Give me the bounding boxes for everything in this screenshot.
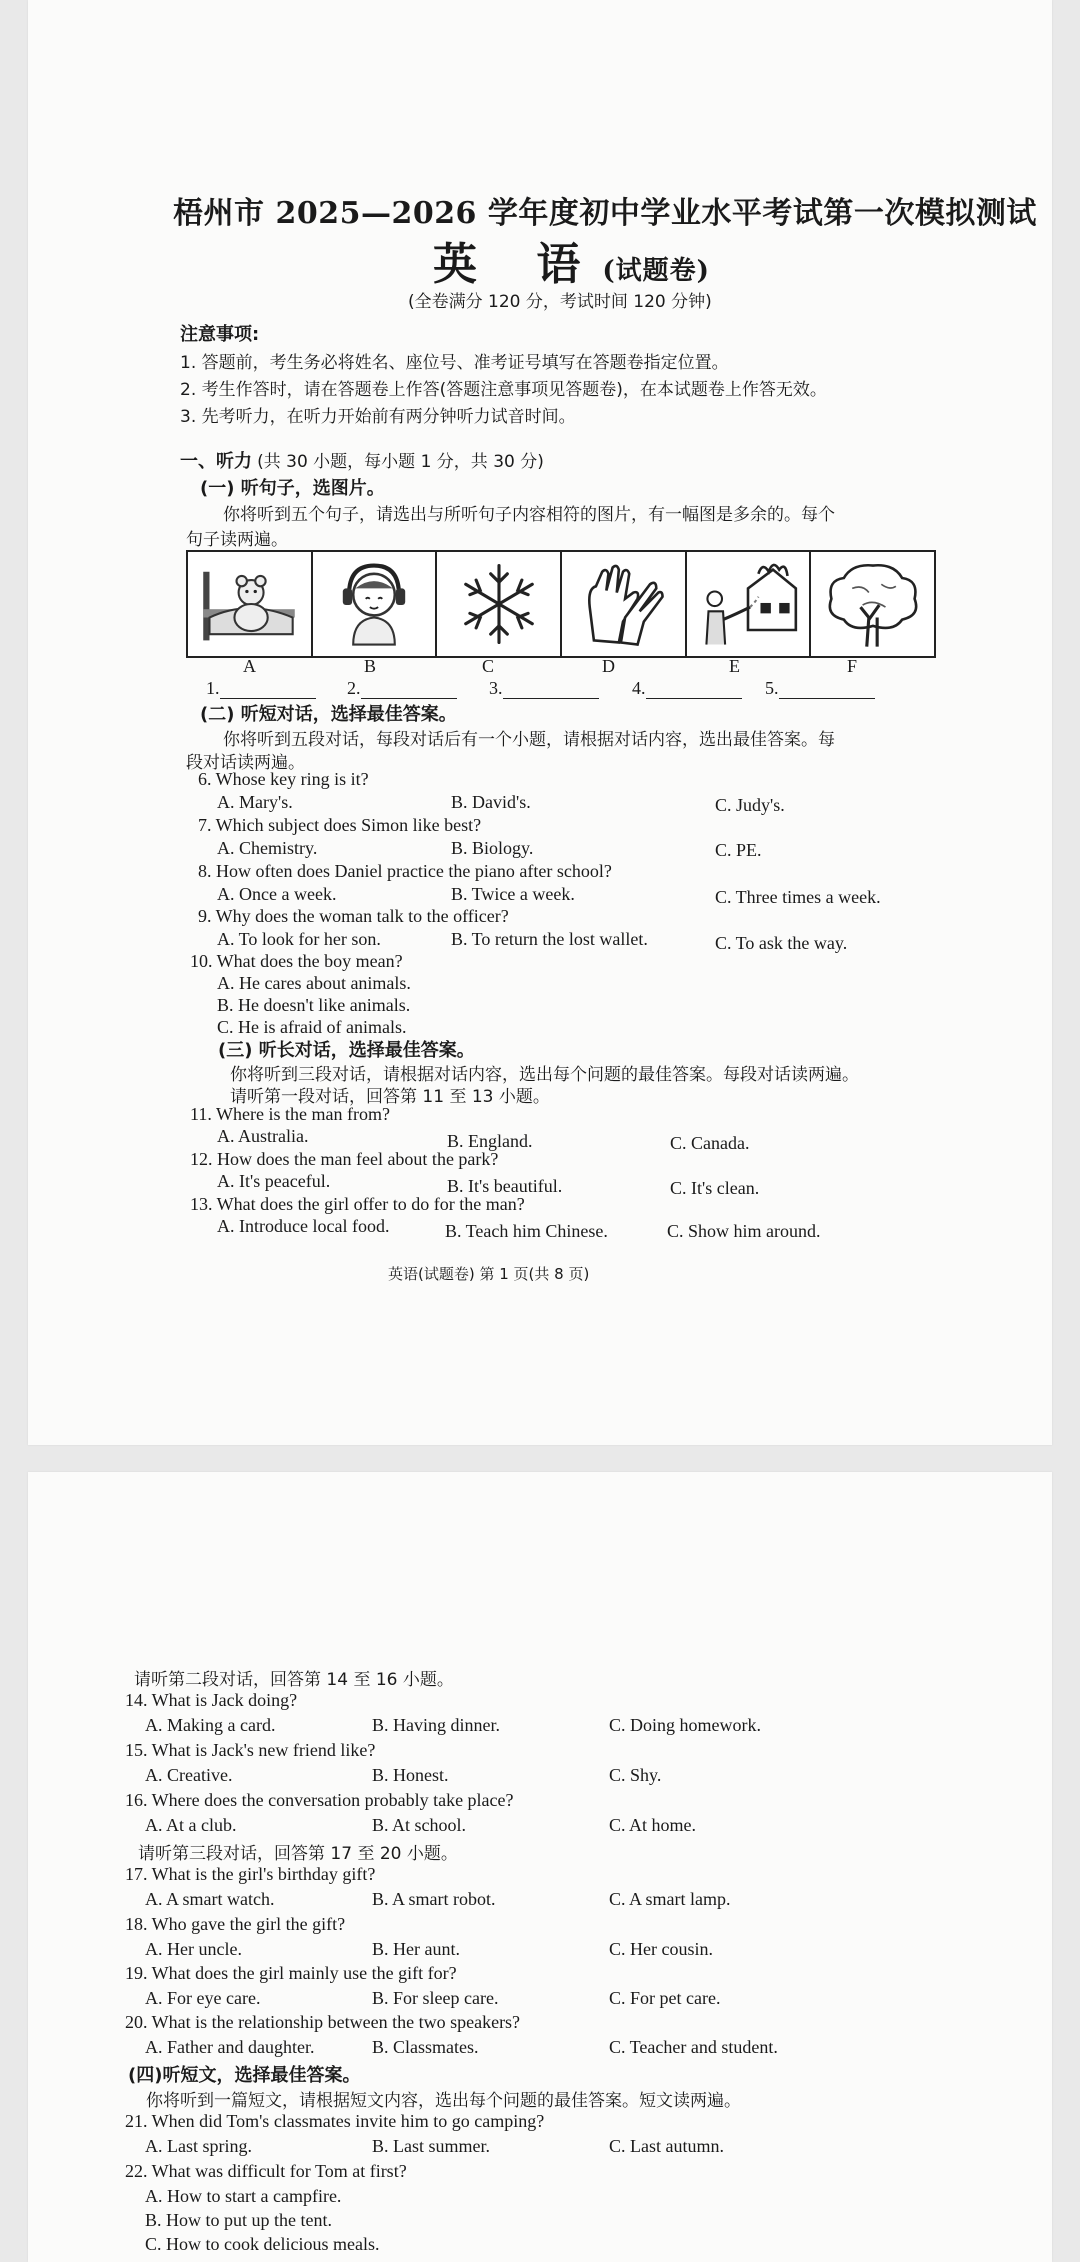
answer-blank-2[interactable]: 2. [347, 678, 457, 699]
q16-option-b[interactable]: B. At school. [372, 1815, 467, 1835]
tree-icon [821, 556, 925, 652]
q21-option-c[interactable]: C. Last autumn. [609, 2136, 724, 2156]
snowflake-icon [447, 556, 551, 652]
q21-option-b[interactable]: B. Last summer. [372, 2136, 490, 2156]
q22-option-a[interactable]: A. How to start a campfire. [145, 2186, 342, 2206]
picture-label-c: C [482, 656, 495, 676]
q7-option-b[interactable]: B. Biology. [451, 838, 534, 858]
q6-option-b[interactable]: B. David's. [451, 792, 531, 812]
q7-option-c[interactable]: C. PE. [715, 840, 762, 860]
answer-blank-1[interactable]: 1. [206, 678, 316, 699]
q13-option-c[interactable]: C. Show him around. [667, 1221, 821, 1241]
q17-option-a[interactable]: A. A smart watch. [145, 1889, 275, 1909]
q16-option-a[interactable]: A. At a club. [145, 1815, 237, 1835]
subject-name: 英 语 [433, 239, 603, 290]
q7-option-a[interactable]: A. Chemistry. [217, 838, 318, 858]
q11-option-b[interactable]: B. England. [447, 1131, 533, 1151]
question-15: 15. What is Jack's new friend like? [125, 1740, 376, 1760]
section1-heading [180, 447, 544, 473]
question-12: 12. How does the man feel about the park? [190, 1149, 499, 1169]
question-13: 13. What does the girl offer to do for the man? [190, 1194, 525, 1214]
q22-option-b[interactable]: B. How to put up the tent. [145, 2210, 332, 2230]
q9-option-c[interactable]: C. To ask the way. [715, 933, 848, 953]
gloves-icon [571, 556, 675, 652]
question-7: 7. Which subject does Simon like best? [198, 815, 482, 835]
q10-option-b[interactable]: B. He doesn't like animals. [217, 995, 411, 1015]
firefighter-house-fire-icon [696, 556, 800, 652]
question-20: 20. What is the relationship between the two speakers? [125, 2012, 521, 2032]
exam-page-2 [28, 1472, 1052, 2262]
question-19: 19. What does the girl mainly use the gift for? [125, 1963, 457, 1983]
picture-label-e: E [729, 656, 740, 676]
part2-heading: (二) 听短对话，选择最佳答案。 [200, 704, 457, 725]
q12-option-c[interactable]: C. It's clean. [670, 1178, 760, 1198]
question-22: 22. What was difficult for Tom at first? [125, 2161, 407, 2181]
q14-option-b[interactable]: B. Having dinner. [372, 1715, 500, 1735]
picture-label-d: D [602, 656, 615, 676]
part4-instruction: 你将听到一篇短文，请根据短文内容，选出每个问题的最佳答案。短文读两遍。 [146, 2091, 741, 2111]
exam-page-1 [28, 0, 1052, 1445]
answer-blank-5[interactable]: 5. [765, 678, 875, 699]
q10-option-c[interactable]: C. He is afraid of animals. [217, 1017, 407, 1037]
girl-with-headphones-icon [322, 556, 426, 652]
q11-option-a[interactable]: A. Australia. [217, 1126, 309, 1146]
q12-option-b[interactable]: B. It's beautiful. [447, 1176, 563, 1196]
part1-instruction-line1: 你将听到五个句子，请选出与所听句子内容相符的图片，有一幅图是多余的。每个 [223, 505, 835, 525]
notice-heading: 注意事项: [180, 324, 260, 345]
q14-option-c[interactable]: C. Doing homework. [609, 1715, 761, 1735]
q9-option-b[interactable]: B. To return the lost wallet. [451, 929, 648, 949]
q19-option-a[interactable]: A. For eye care. [145, 1988, 261, 2008]
answer-blank-4[interactable]: 4. [632, 678, 742, 699]
picture-label-f: F [847, 656, 858, 676]
part3-instruction-line2: 请听第一段对话，回答第 11 至 13 小题。 [230, 1087, 550, 1107]
q15-option-a[interactable]: A. Creative. [145, 1765, 233, 1785]
q19-option-b[interactable]: B. For sleep care. [372, 1988, 499, 2008]
picture-c [437, 552, 562, 656]
part1-heading: (一) 听句子，选图片。 [200, 478, 385, 499]
question-6: 6. Whose key ring is it? [198, 769, 369, 789]
part3-instruction-line1: 你将听到三段对话，请根据对话内容，选出每个问题的最佳答案。每段对话读两遍。 [230, 1065, 859, 1085]
picture-d [562, 552, 687, 656]
instruction-q17-20: 请听第三段对话，回答第 17 至 20 小题。 [138, 1844, 458, 1864]
notice-1: 1. 答题前，考生务必将姓名、座位号、准考证号填写在答题卷指定位置。 [180, 353, 729, 373]
q20-option-c[interactable]: C. Teacher and student. [609, 2037, 778, 2057]
question-21: 21. When did Tom's classmates invite him to go camping? [125, 2111, 545, 2131]
picture-strip [186, 550, 936, 658]
question-16: 16. Where does the conversation probably take place? [125, 1790, 514, 1810]
q18-option-b[interactable]: B. Her aunt. [372, 1939, 460, 1959]
notice-3: 3. 先考听力，在听力开始前有两分钟听力试音时间。 [180, 407, 576, 427]
part4-heading: (四)听短文，选择最佳答案。 [128, 2065, 361, 2086]
q19-option-c[interactable]: C. For pet care. [609, 1988, 721, 2008]
section1-title: 一、听力 [180, 451, 252, 472]
q10-option-a[interactable]: A. He cares about animals. [217, 973, 411, 993]
notice-2: 2. 考生作答时，请在答题卷上作答(答题注意事项见答题卷)，在本试题卷上作答无效。 [180, 380, 827, 400]
q16-option-c[interactable]: C. At home. [609, 1815, 697, 1835]
q20-option-b[interactable]: B. Classmates. [372, 2037, 479, 2057]
q12-option-a[interactable]: A. It's peaceful. [217, 1171, 331, 1191]
q18-option-c[interactable]: C. Her cousin. [609, 1939, 713, 1959]
question-11: 11. Where is the man from? [190, 1104, 390, 1124]
q8-option-a[interactable]: A. Once a week. [217, 884, 337, 904]
q14-option-a[interactable]: A. Making a card. [145, 1715, 276, 1735]
part2-instruction-line1: 你将听到五段对话，每段对话后有一个小题，请根据对话内容，选出最佳答案。每 [223, 730, 835, 750]
q11-option-c[interactable]: C. Canada. [670, 1133, 750, 1153]
q17-option-b[interactable]: B. A smart robot. [372, 1889, 496, 1909]
question-10: 10. What does the boy mean? [190, 951, 403, 971]
subject-note: (试题卷) [602, 256, 710, 286]
q6-option-a[interactable]: A. Mary's. [217, 792, 293, 812]
part2-instruction-line2: 段对话读两遍。 [186, 753, 305, 773]
q13-option-b[interactable]: B. Teach him Chinese. [445, 1221, 608, 1241]
instruction-q14-16: 请听第二段对话，回答第 14 至 16 小题。 [134, 1670, 454, 1690]
question-17: 17. What is the girl's birthday gift? [125, 1864, 376, 1884]
q8-option-c[interactable]: C. Three times a week. [715, 887, 881, 907]
q15-option-c[interactable]: C. Shy. [609, 1765, 662, 1785]
q9-option-a[interactable]: A. To look for her son. [217, 929, 381, 949]
q22-option-c[interactable]: C. How to cook delicious meals. [145, 2234, 380, 2254]
q21-option-a[interactable]: A. Last spring. [145, 2136, 252, 2156]
teddy-bear-on-bed-icon [197, 556, 301, 652]
picture-label-a: A [243, 656, 256, 676]
q18-option-a[interactable]: A. Her uncle. [145, 1939, 242, 1959]
picture-label-b: B [364, 656, 377, 676]
q17-option-c[interactable]: C. A smart lamp. [609, 1889, 731, 1909]
q15-option-b[interactable]: B. Honest. [372, 1765, 449, 1785]
picture-f [811, 552, 934, 656]
answer-blank-3[interactable]: 3. [489, 678, 599, 699]
question-14: 14. What is Jack doing? [125, 1690, 298, 1710]
q13-option-a[interactable]: A. Introduce local food. [217, 1216, 390, 1236]
q20-option-a[interactable]: A. Father and daughter. [145, 2037, 315, 2057]
question-9: 9. Why does the woman talk to the officer? [198, 906, 509, 926]
q8-option-b[interactable]: B. Twice a week. [451, 884, 575, 904]
page-footer: 英语(试题卷) 第 1 页(共 8 页) [388, 1265, 590, 1283]
picture-a [188, 552, 313, 656]
question-18: 18. Who gave the girl the gift? [125, 1914, 346, 1934]
q6-option-c[interactable]: C. Judy's. [715, 795, 785, 815]
score-note: (全卷满分 120 分，考试时间 120 分钟) [408, 292, 712, 312]
picture-e [687, 552, 812, 656]
picture-b [313, 552, 438, 656]
question-8: 8. How often does Daniel practice the piano after school? [198, 861, 612, 881]
subject-heading [433, 228, 710, 292]
section1-note: (共 30 小题，每小题 1 分，共 30 分) [257, 452, 544, 472]
exam-title: 梧州市 2025—2026 学年度初中学业水平考试第一次模拟测试 [173, 196, 1037, 231]
part1-instruction-line2: 句子读两遍。 [186, 530, 288, 550]
part3-heading: (三) 听长对话，选择最佳答案。 [218, 1040, 475, 1061]
